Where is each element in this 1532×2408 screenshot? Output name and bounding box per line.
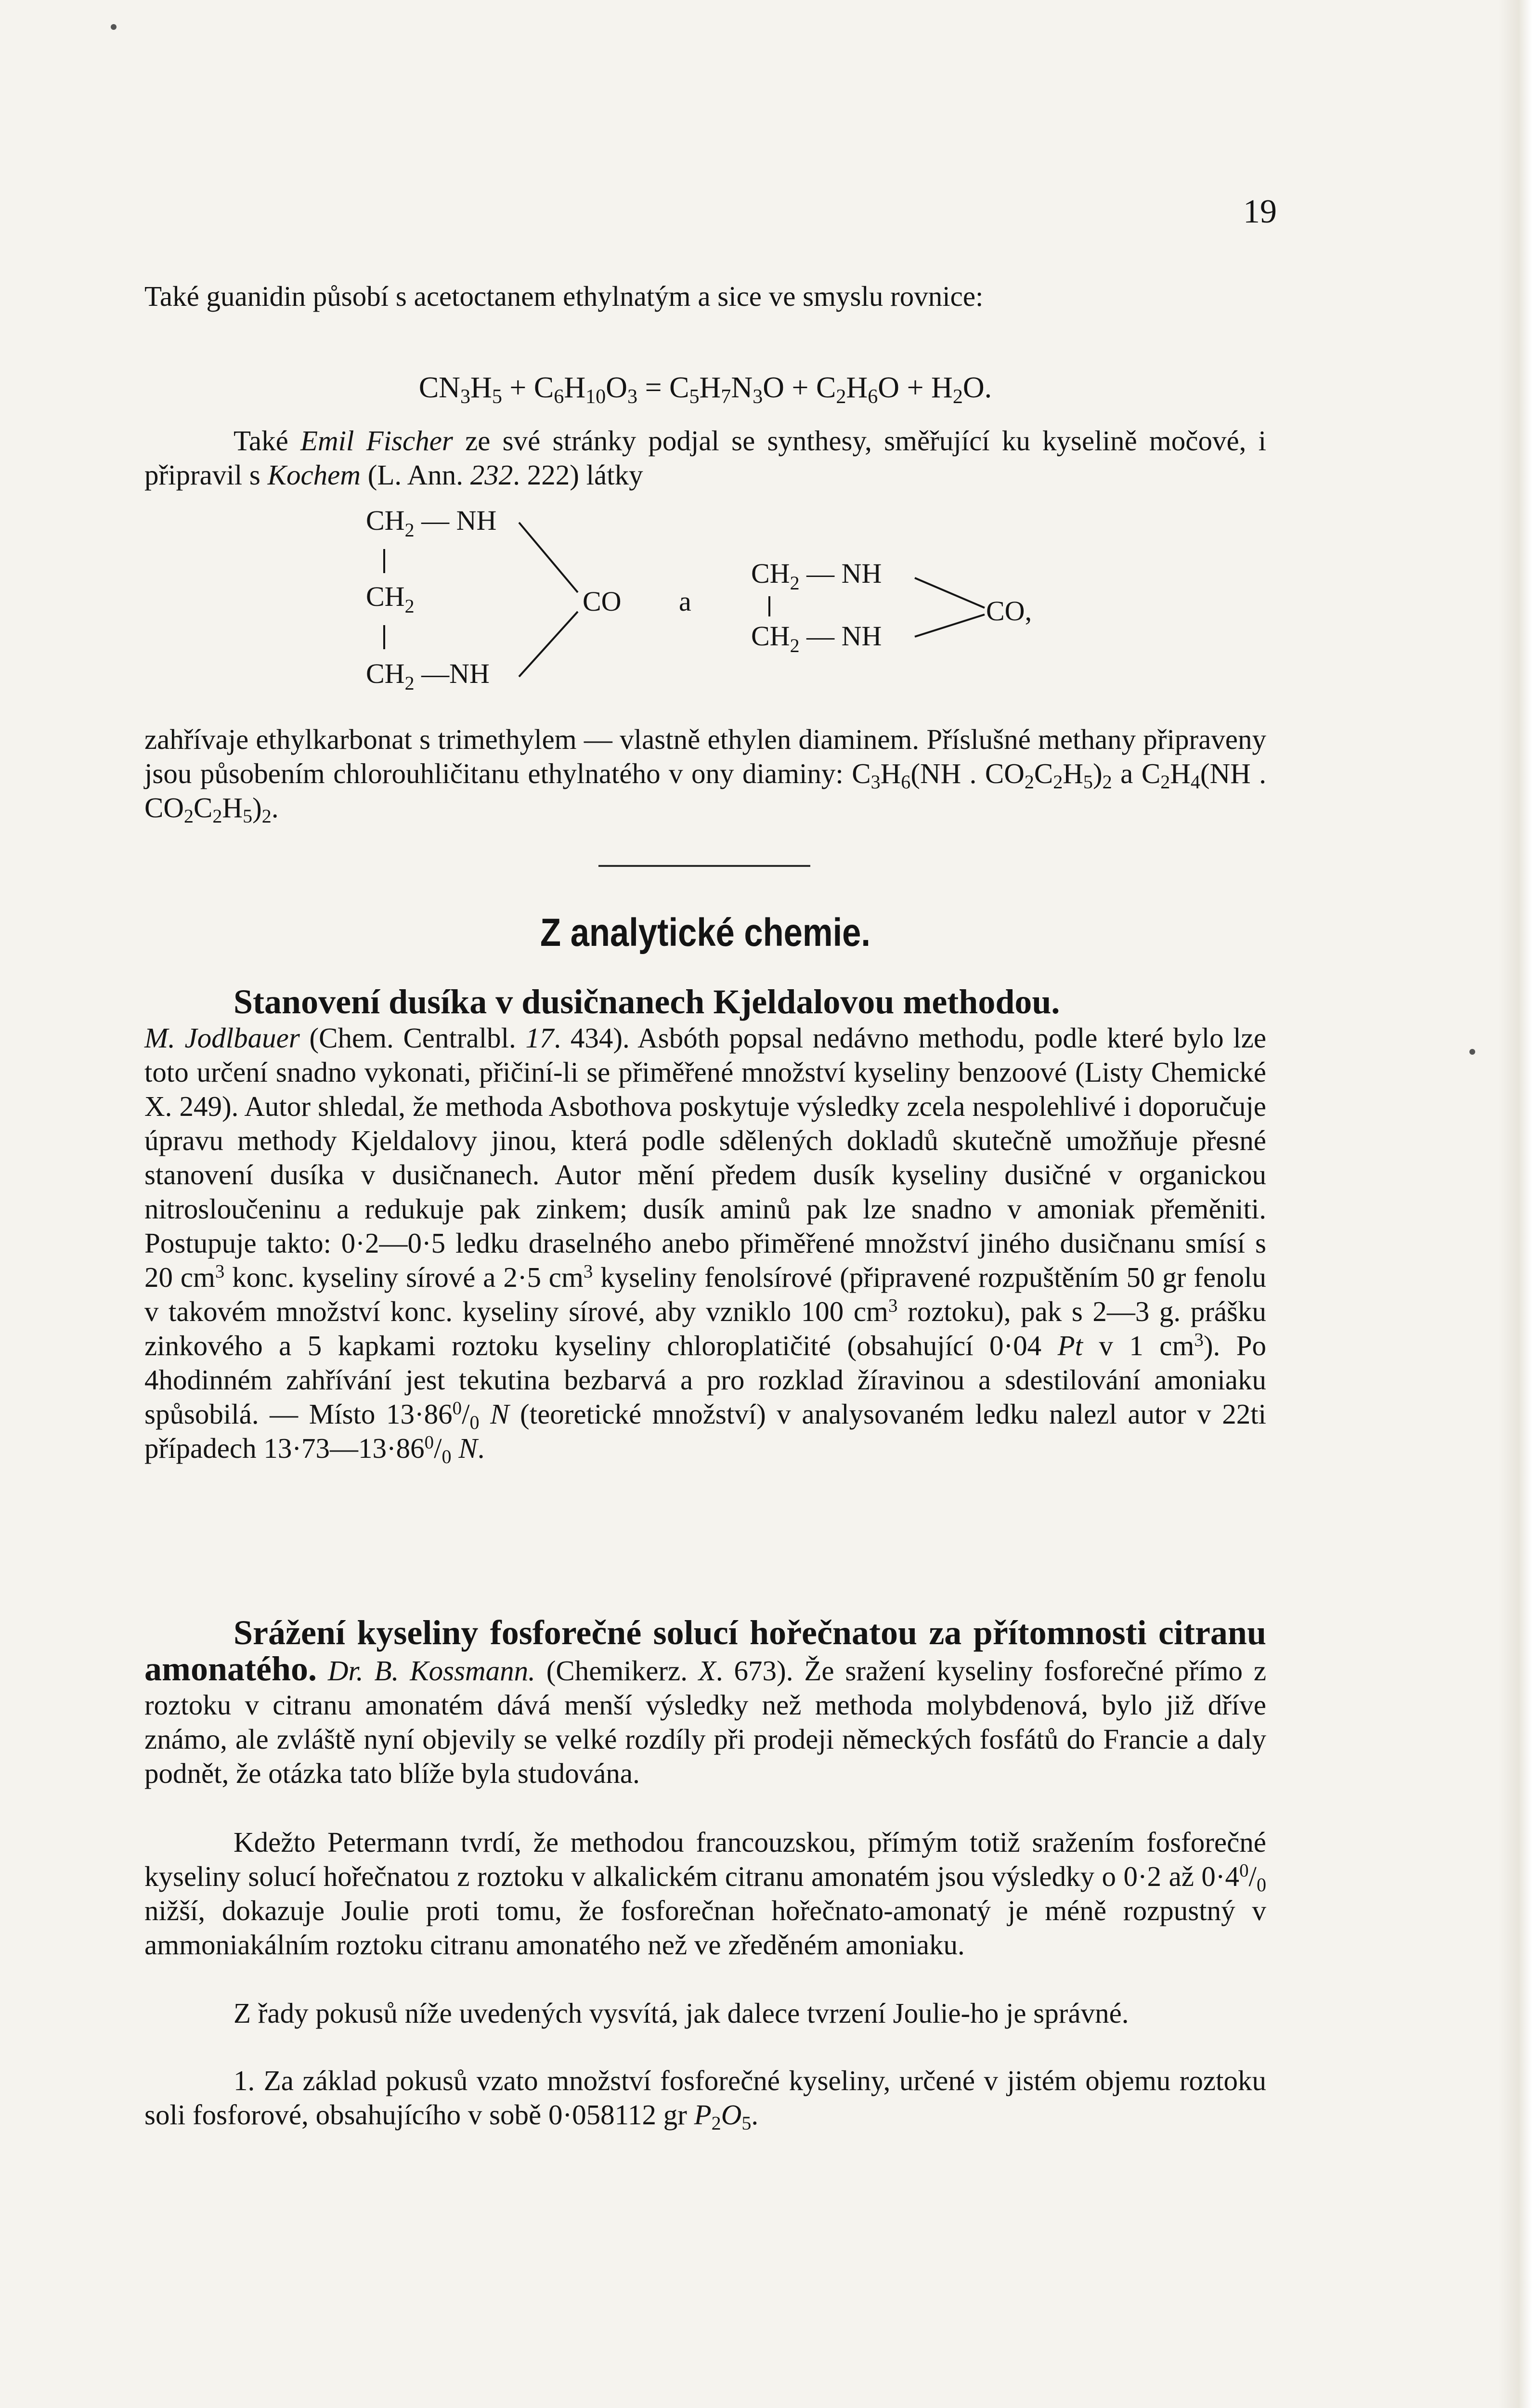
section-divider bbox=[598, 865, 810, 867]
formula: CN bbox=[418, 371, 460, 404]
paragraph-guanidin: Také guanidin působí s acetoctanem ethylnatým a sice ve smyslu rovnice: bbox=[144, 280, 984, 312]
page-edge-shadow bbox=[1498, 0, 1532, 2408]
equals-sign: = bbox=[645, 371, 662, 404]
article-author: M. Jodlbauer bbox=[144, 1022, 300, 1054]
paragraph-petermann: Kdežto Petermann tvrdí, že methodou francouzskou, přímým totiž sražením fosforečné kyseliny solucí hořečnatou z roztoku v alkalickém citranu amonatém jsou výsledky o 0·2 až $0\cdot 4^0/_0$ nižší, dokazuje Joulie proti tomu, že fosforečnan hořečnato-amonatý je méně rozpustný v ammoniakálním roztoku citranu amonatého než ve zředěném amoniaku. bbox=[144, 1826, 1266, 1961]
page-number: 19 bbox=[1243, 193, 1277, 230]
structural-formulas bbox=[347, 501, 1117, 751]
trimethylene-urea-structure bbox=[366, 505, 622, 694]
chemical-equation: $CN_3H_5 + C_6H_{10}O_3 = C_5H_7N_3O + C_2H_6O + H_2O$. bbox=[418, 371, 992, 408]
scan-speck bbox=[111, 24, 117, 30]
formula-ch2: $CH_2$ — NH bbox=[366, 505, 497, 541]
formula-ch2: $CH_2$ — NH bbox=[751, 620, 882, 656]
formula-co: CO bbox=[583, 586, 622, 617]
scan-speck bbox=[1469, 1049, 1475, 1055]
article-author: Dr. B. Kossmann. bbox=[327, 1655, 535, 1687]
formula-ch2: $CH_2$ — NH bbox=[751, 558, 882, 594]
article-kossmann: Srážení kyseliny fosforečné solucí hořečnatou za přítomnosti citranu amonatého. Dr. B. Kossmann. (Chemikerz. X. 673). Že sražení kyseliny fosforečné přímo z roztoku v citranu amonatém dává menší výsledky než methoda molybdenová, bylo již dříve známo, ale zvláště nyní objevily se velké rozdíly při prodeji německých fosfátů do Francie a daly podnět, že otázka tato blíže byla studována. bbox=[144, 1613, 1267, 1789]
paragraph-experiment-1: 1. Za základ pokusů vzato množství fosforečné kyseliny, určené v jistém objemu roztoku soli fosforové, obsahujícího v sobě 0·058112 gr $P_2O_5$. bbox=[144, 2065, 1266, 2134]
author-name: Emil Fischer bbox=[300, 425, 453, 457]
formula-ch2: $CH_2$ bbox=[366, 581, 415, 617]
plus-sign: + bbox=[509, 371, 527, 404]
article-title: Stanovení dusíka v dusičnanech Kjeldalovou methodou. bbox=[234, 982, 1060, 1021]
article-kjeldal: Stanovení dusíka v dusičnanech Kjeldalovou methodou. M. Jodlbauer (Chem. Centralbl. 17. 434). Asbóth popsal nedávno methodu, podle které bylo lze toto určení snadno vykonati, přičiní-li se přiměřené množství kyseliny benzoové (Listy Chemické X. 249). Autor shledal, že methoda Asbothova poskytuje výsledky zcela nespolehlivé i doporučuje úpravu methody Kjeldalovy jinou, která podle sdělených dokladů skutečně umožňuje přesné stanovení dusíka v dusičnanech. Autor mění předem dusík kyseliny dusičné v organickou nitrosloučeninu a redukuje pak zinkem; dusík aminů pak lze snadno v amoniak přeměniti. Postupuje takto: 0·2—0·5 ledku draselného anebo přiměřené množství jiného dusičnanu smísí s 20 $cm^3$ konc. kyseliny sírové a 2·5 $cm^3$ kyseliny fenolsírové (připravené rozpuštěním 50 gr fenolu v takovém množství konc. kyseliny sírové, aby vzniklo 100 $cm^3$ roztoku), pak s 2—3 g. prášku zinkového a 5 kapkami roztoku kyseliny chloroplatičité (obsahující 0·04 Pt v 1 $cm^3$). Po 4hodinném zahřívání jest tekutina bezbarvá a pro rozklad žíravinou a sdestilování amoniaku spůsobilá. — Místo $13\cdot 86^0/_0$ N (teoretické množství) v analysovaném ledku nalezl autor v 22ti případech $13\cdot 73—13\cdot 86^0/_0$ N. bbox=[144, 982, 1267, 1468]
formula-ch2: $CH_2$ —NH bbox=[366, 658, 490, 694]
ethylene-urea-structure bbox=[751, 558, 1032, 656]
paragraph-joulie: Z řady pokusů níže uvedených vysvítá, jak dalece tvrzení Joulie-ho je správné. bbox=[234, 1997, 1129, 2029]
section-heading: Z analytické chemie. bbox=[540, 911, 870, 955]
formula-co: CO, bbox=[986, 595, 1032, 627]
paragraph-fischer: Také Emil Fischer ze své stránky podjal se synthesy, směřující ku kyselině močové, i připravil s Kochem (L. Ann. 232. 222) látky bbox=[144, 425, 1267, 491]
article-title: Srážení kyseliny fosforečné solucí hořečnatou za přítomnosti citranu amonatého. bbox=[144, 1613, 1266, 1688]
paragraph-ethylkarbonat: zahřívaje ethylkarbonat s trimethylem — vlastně ethylen diaminem. Příslušné methany připraveny jsou působením chlorouhličitanu ethylnatého v ony diaminy: $C_3H_6(NH$ . $CO_2C_2H_5)_2$ a $C_2H_4(NH$ . $CO_2C_2H_5)_2$. bbox=[144, 723, 1267, 827]
author-name: Kochem bbox=[267, 459, 361, 491]
conjunction-a: a bbox=[679, 586, 691, 617]
